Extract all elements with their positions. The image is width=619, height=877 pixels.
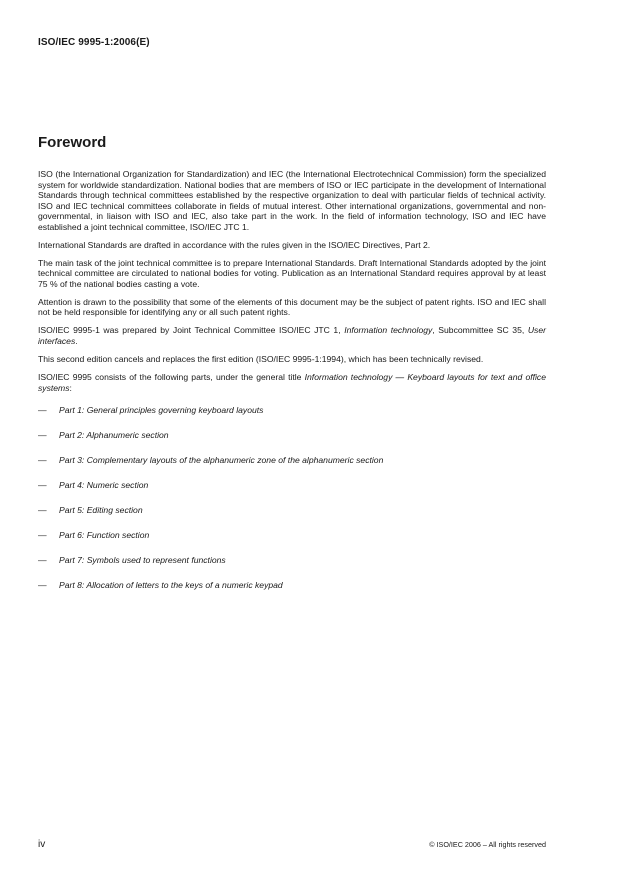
paragraph-consists [38, 372, 546, 393]
foreword-body [38, 169, 546, 605]
part-title: Part 1: General principles governing keyboard layouts [59, 405, 264, 416]
consists-text-1: ISO/IEC 9995 consists of the following parts, under the general title [38, 372, 305, 383]
prepared-italic-1: Information technology [344, 325, 433, 336]
list-dash: — [38, 580, 47, 591]
list-dash: — [38, 455, 47, 466]
consists-text-2: : [69, 382, 72, 393]
document-id-header: ISO/IEC 9995-1:2006(E) [38, 37, 150, 48]
part-title: Part 7: Symbols used to represent functions [59, 555, 226, 566]
list-dash: — [38, 430, 47, 441]
list-item [38, 405, 546, 430]
prepared-text-2: , Subcommittee SC 35, [432, 325, 528, 336]
list-item [38, 505, 546, 530]
paragraph-directives: International Standards are drafted in accordance with the rules given in the ISO/IEC Directives, Part 2. [38, 239, 431, 250]
paragraph-iso-iec: ISO (the International Organization for Standardization) and IEC (the International Electrotechnical Commission) form the specialized system for worldwide standardization. National bodies that are members of ISO or IEC participate in the development of International Standards through technical committees established by the respective organization to deal with particular fields of technical activity. ISO and IEC technical committees collaborate in fields of mutual interest. Other international organizations, governmental and non-governmental, in liaison with ISO and IEC, also take part in the work. In the field of information technology, ISO and IEC have established a joint technical committee, ISO/IEC JTC 1. [38, 169, 546, 232]
prepared-text-3: . [75, 335, 78, 346]
list-item [38, 455, 546, 480]
page-number: iv [38, 839, 46, 850]
part-title: Part 5: Editing section [59, 505, 143, 516]
copyright-notice: © ISO/IEC 2006 – All rights reserved [429, 840, 546, 849]
paragraph-main-task: The main task of the joint technical committee is to prepare International Standards. Draft International Standards adopted by the joint technical committee are circulated to national bodies for voting. Publication as an International Standard requires approval by at least 75 % of the national bodies casting a vote. [38, 257, 546, 289]
part-title: Part 2: Alphanumeric section [59, 430, 169, 441]
list-item [38, 580, 546, 605]
list-dash: — [38, 480, 47, 491]
list-item [38, 530, 546, 555]
list-dash: — [38, 530, 47, 541]
part-title: Part 3: Complementary layouts of the alphanumeric zone of the alphanumeric section [59, 455, 384, 466]
paragraph-prepared-by [38, 325, 546, 346]
paragraph-edition: This second edition cancels and replaces the first edition (ISO/IEC 9995-1:1994), which has been technically revised. [38, 353, 484, 364]
prepared-italic-2: User interfaces [38, 325, 546, 346]
list-item [38, 430, 546, 455]
page-title: Foreword [38, 134, 107, 151]
part-title: Part 8: Allocation of letters to the keys of a numeric keypad [59, 580, 283, 591]
consists-italic: Information technology — Keyboard layouts for text and office systems [38, 372, 546, 393]
list-item [38, 480, 546, 505]
parts-list [38, 405, 546, 605]
list-dash: — [38, 405, 47, 416]
part-title: Part 4: Numeric section [59, 480, 149, 491]
list-item [38, 555, 546, 580]
paragraph-patent: Attention is drawn to the possibility that some of the elements of this document may be the subject of patent rights. ISO and IEC shall not be held responsible for identifying any or all such patent rights. [38, 296, 546, 318]
part-title: Part 6: Function section [59, 530, 150, 541]
prepared-text-1: ISO/IEC 9995-1 was prepared by Joint Technical Committee ISO/IEC JTC 1, [38, 325, 345, 336]
list-dash: — [38, 555, 47, 566]
list-dash: — [38, 505, 47, 516]
